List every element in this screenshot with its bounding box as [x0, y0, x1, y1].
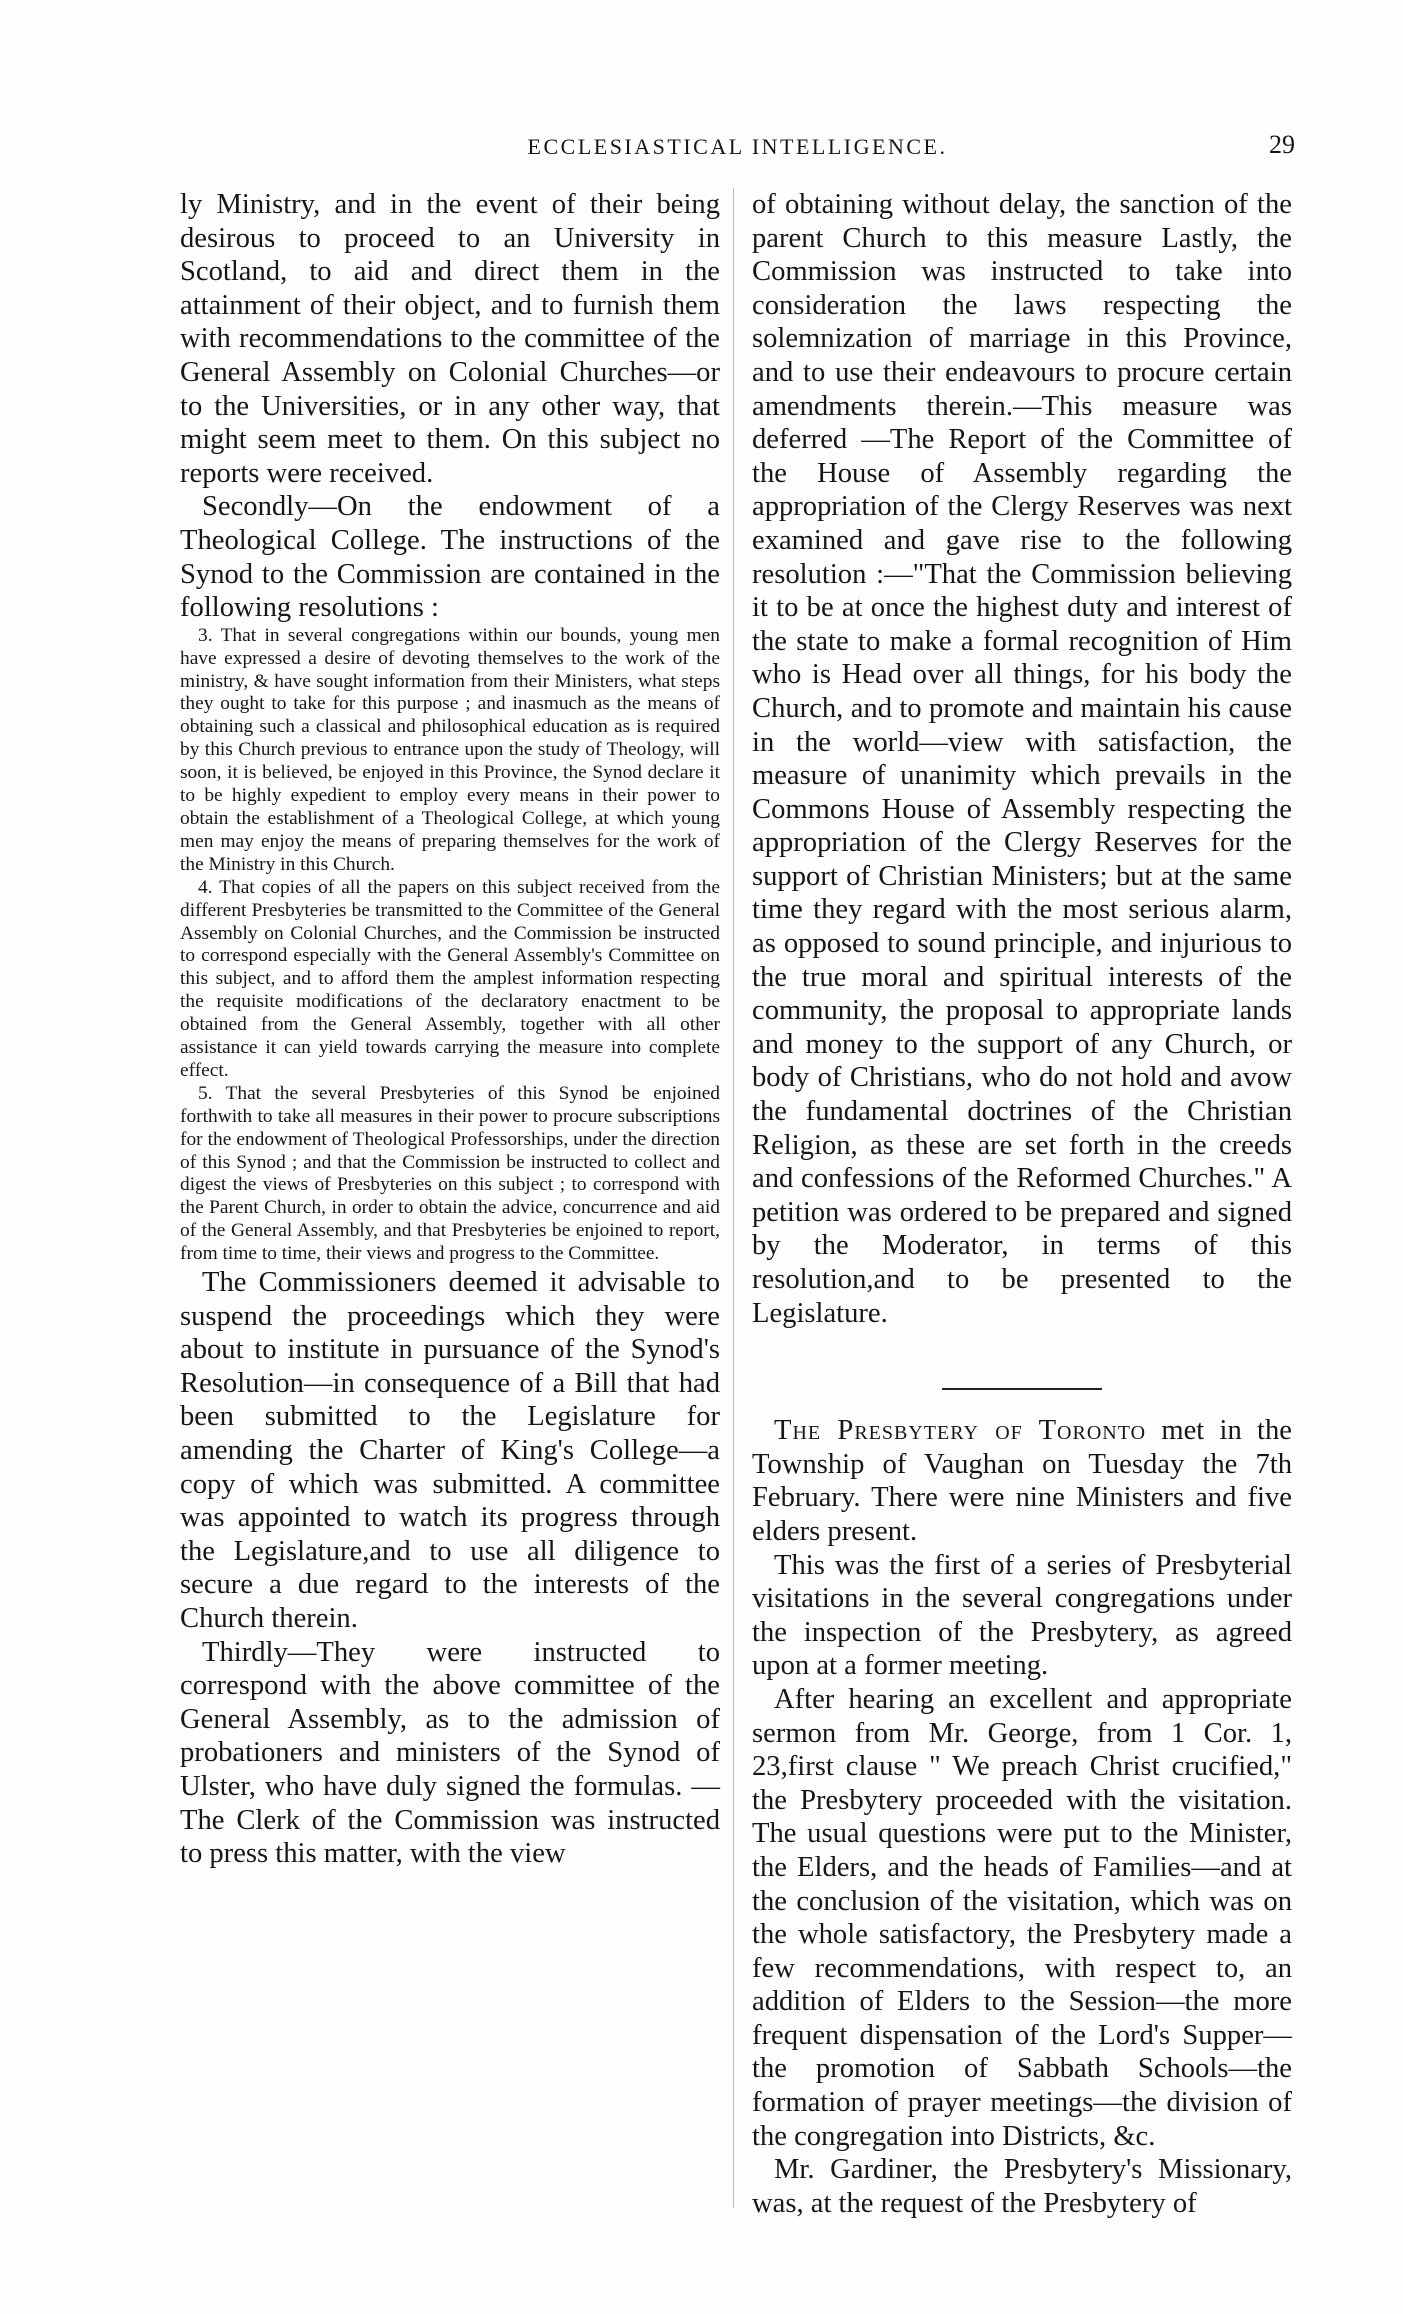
paragraph-synod-of-ulster: Thirdly—They were instructed to correspond with the above committee of the General Assembly, as to the admission of probationers and ministers of the Synod of Ulster, who have duly signed the formulas. —The Clerk of the Commission was instructed to press this matter, with the view [180, 1636, 720, 1870]
page-number: 29 [1269, 130, 1295, 159]
paragraph-missionary: Mr. Gardiner, the Presbytery's Missionary, was, at the request of the Presbytery of [752, 2154, 1292, 2219]
page-header [180, 128, 1295, 168]
synod-resolutions [180, 625, 720, 1266]
running-head: ECCLESIASTICAL INTELLIGENCE. [527, 134, 948, 159]
paragraph-clergy-reserves: of obtaining without delay, the sanction of the parent Church to this measure Lastly, the Commission was instructed to take into consideration the laws respecting the solemnization of marriage in this Province, and to use their endeavours to procure certain amendments therein.—This measure was deferred —The Report of the Committee of the House of Assembly regarding the appropriation of the Clergy Reserves was next examined and gave rise to the following resolution :—"That the Commission believing it to be at once the highest duty and interest of the state to make a formal recognition of Him who is Head over all things, for his body the Church, and to promote and maintain his cause in the world—view with satisfaction, the measure of unanimity which prevails in the Commons House of Assembly respecting the appropriation of the Clergy Reserves for the support of Christian Ministers; but at the same time they regard with the most serious alarm, as opposed to sound principle, and injurious to the true moral and spiritual interests of the community, the proposal to appropriate lands and money to the support of any Church, or body of Christians, who do not hold and avow the fundamental doctrines of the Christian Religion, as these are set forth in the creeds and confessions of the Reformed Churches." A petition was ordered to be prepared and signed by the Moderator, in terms of this resolution,and to be presented to the Legislature. [752, 189, 1292, 1329]
paragraph-visitations: This was the first of a series of Presbyterial visitations in the several congregations under the inspection of the Presbytery, as agreed upon at a former meeting. [752, 1549, 1292, 1682]
resolution-5: 5. That the several Presbyteries of this Synod be enjoined forthwith to take all measures in their power to procure subscriptions for the endowment of Theological Professorships, under the direction of this Synod ; and that the Commission be instructed to collect and digest the views of Presbyteries on this subject ; to correspond with the Parent Church, in order to obtain the advice, concurrence and aid of the General Assembly, and that Presbyteries be enjoined to report, from time to time, their views and progress to the Committee. [180, 1082, 720, 1265]
section-lead: The Presbytery of Toronto [774, 1415, 1147, 1447]
resolution-4: 4. That copies of all the papers on this subject received from the different Presbyteries be transmitted to the Committee of the General Assembly on Colonial Churches, and the Commission be instructed to correspond especially with the General Assembly's Committee on this subject, and to afford them the amplest information respecting the requisite modifications of the declaratory enactment to be obtained from the General Assembly, together with all other assistance it can yield towards carrying the measure into complete effect. [180, 876, 720, 1081]
paragraph-presbytery-toronto [752, 1414, 1292, 1548]
paragraph-kings-college-bill: The Commissioners deemed it advisable to suspend the proceedings which they were about to institute in pursuance of the Synod's Resolution—in consequence of a Bill that had been submitted to the Legislature for amending the Charter of King's College—a copy of which was submitted. A committee was appointed to watch its progress through the Legislature,and to use all diligence to secure a due regard to the interests of the Church therein. [180, 1267, 720, 1635]
section-lead-rest: met in the Township of Vaughan on Tuesday the 7th February. There were nine Ministers and five elders present. [752, 1415, 1292, 1547]
section-divider [942, 1388, 1102, 1390]
resolution-3: 3. That in several congregations within our bounds, young men have expressed a desire of devoting themselves to the work of the ministry, & have sought information from their Ministers, what steps they ought to take for this purpose ; and inasmuch as the means of obtaining such a classical and philosophical education as is required by this Church previous to entrance upon the study of Theology, will soon, it is believed, be enjoyed in this Province, the Synod declare it to be highly expedient to employ every means in their power to obtain the establishment of a Theological College, at which young men may enjoy the means of preparing themselves for the work of the Ministry in this Church. [180, 624, 720, 875]
right-column [752, 188, 1292, 2220]
paragraph-sermon-visitation: After hearing an excellent and appropriate sermon from Mr. George, from 1 Cor. 1, 23,first clause " We preach Christ crucified," the Presbytery proceeded with the visitation. The usual questions were put to the Minister, the Elders, and the heads of Families—and at the conclusion of the visitation, which was on the whole satisfactory, the Presbytery made a few recommendations, with respect to, an addition of Elders to the Session—the more frequent dispensation of the Lord's Supper—the promotion of Sabbath Schools—the formation of prayer meetings—the division of the congregation into Districts, &c. [752, 1683, 1292, 2152]
paragraph-theological-college: Secondly—On the endowment of a Theological College. The instructions of the Synod to the Commission are contained in the following resolutions : [180, 491, 720, 624]
paragraph-ministry-continuation: ly Ministry, and in the event of their being desirous to proceed to an University in Scotland, to aid and direct them in the attainment of their object, and to furnish them with recommendations to the committee of the General Assembly on Colonial Churches—or to the Universities, or in any other way, that might seem meet to them. On this subject no reports were received. [180, 189, 720, 489]
column-rule [733, 188, 734, 2208]
left-column [180, 188, 720, 1871]
